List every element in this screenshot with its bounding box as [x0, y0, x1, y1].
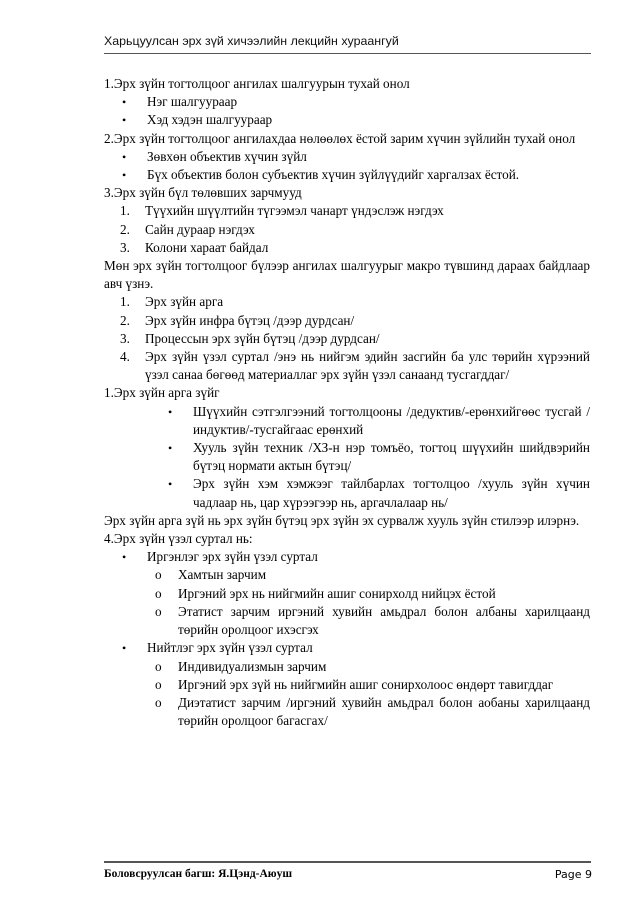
page-header: Харьцуулсан эрх зүй хичээлийн лекцийн хураангуй [104, 34, 399, 48]
list-item: 1. Түүхийн шүүлтийн түгээмэл чанарт үндэслэж нэгдэх [120, 203, 444, 219]
section-1-title: 1.Эрх зүйн тогтолцоог ангилах шалгуурын тухай онол [104, 76, 410, 91]
list-item: 1. Эрх зүйн арга [120, 294, 224, 310]
footer-divider [104, 861, 591, 863]
bullet-icon: • [168, 404, 173, 419]
circle-bullet-icon: o [155, 658, 162, 674]
list-item: o Этатист зарчим иргэний хувийн амьдрал болон албаны харилцаанд төрийн оролцоог ихэсгэх [104, 603, 590, 639]
list-item: 3. Колони хараат байдал [120, 239, 269, 255]
list-item: o Иргэний эрх нь нийгмийн ашиг сонирхолд нийцэх ёстой [104, 585, 590, 603]
footer-author: Боловсруулсан багш: Я.Цэнд-Аюуш [104, 868, 293, 880]
bullet-icon: • [122, 113, 127, 128]
list-item: • Зөвхөн объектив хүчин зүйл [104, 148, 590, 166]
document-body [104, 75, 590, 730]
list-item: o Иргэний эрх зүй нь нийгмийн ашиг сонирхолоос өндөрт тавигддаг [104, 676, 590, 694]
list-item: 3. Процессын эрх зүйн бүтэц /дээр дурдсан/ [120, 330, 380, 346]
list-item: o Индивидуализмын зарчим [104, 658, 590, 676]
section-4-title: 1.Эрх зүйн арга зүйг [104, 385, 220, 401]
list-item: o Хамтын зарчим [104, 566, 590, 584]
list-item: 2. Сайн дураар нэгдэх [120, 221, 255, 237]
list-item: • Хууль зүйн техник /ХЗ-н нэр томъёо, тогтоц шүүхийн шийдвэрийн бүтэц нормати актын бүтэц/ [104, 439, 590, 475]
list-item: 4. Эрх зүйн үзэл суртал /энэ нь нийгэм эдийн засгийн ба улс төрийн хүрээний үзэл санаа бөгөөд материаллаг эрх зүйн үзэл санаанд тусгагддаг/ [120, 349, 590, 383]
paragraph: Мөн эрх зүйн тогтолцоог бүлээр ангилах шалгуурыг макро түвшинд дараах байдлаар авч үзнэ. [104, 258, 590, 292]
list-item: • Эрх зүйн хэм хэмжээг тайлбарлах тогтолцоо /хууль зүйн хүчин чадлаар нь, цар хүрээгээр нь, аргачлалаар нь/ [104, 475, 590, 511]
bullet-icon: • [168, 441, 173, 456]
circle-bullet-icon: o [155, 676, 162, 692]
list-item: 2. Эрх зүйн инфра бүтэц /дээр дурдсан/ [120, 312, 355, 328]
bullet-icon: • [122, 641, 127, 656]
list-item: • Хэд хэдэн шалгуураар [104, 111, 590, 129]
page-number: Page 9 [554, 868, 592, 881]
circle-bullet-icon: o [155, 585, 162, 601]
list-item: • Нэг шалгуураар [104, 93, 590, 111]
section-3-title: 3.Эрх зүйн бүл төлөвших зарчмууд [104, 185, 302, 201]
bullet-icon: • [122, 550, 127, 565]
list-item: • Иргэнлэг эрх зүйн үзэл суртал [104, 548, 590, 566]
list-item: • Шүүхийн сэтгэлгээний тогтолцооны /дедуктив/-ерөнхийгөөс тусгай /индуктив/-тусгайгаас ерөнхий [104, 403, 590, 439]
list-item: • Бүх объектив болон субъектив хүчин зүйлүүдийг харгалзах ёстой. [104, 166, 590, 184]
list-item: o Диэтатист зарчим /иргэний хувийн амьдрал болон аобаны харилцаанд төрийн оролцоог багасгах/ [104, 694, 590, 730]
list-item: • Нийтлэг эрх зүйн үзэл суртал [104, 639, 590, 657]
bullet-icon: • [122, 95, 127, 110]
section-2-title: 2.Эрх зүйн тогтолцоог ангилахдаа нөлөөлөх ёстой зарим хүчин зүйлийн тухай онол [104, 130, 576, 146]
bullet-icon: • [122, 149, 127, 164]
circle-bullet-icon: o [155, 567, 162, 583]
section-5-title: 4.Эрх зүйн үзэл суртал нь: [104, 531, 253, 547]
paragraph: Эрх зүйн арга зүй нь эрх зүйн бүтэц эрх зүйн эх сурвалж хууль зүйн стилээр илэрнэ. [104, 512, 580, 528]
bullet-icon: • [168, 477, 173, 492]
circle-bullet-icon: o [155, 603, 162, 619]
bullet-icon: • [122, 168, 127, 183]
circle-bullet-icon: o [155, 694, 162, 710]
header-divider [104, 53, 591, 54]
